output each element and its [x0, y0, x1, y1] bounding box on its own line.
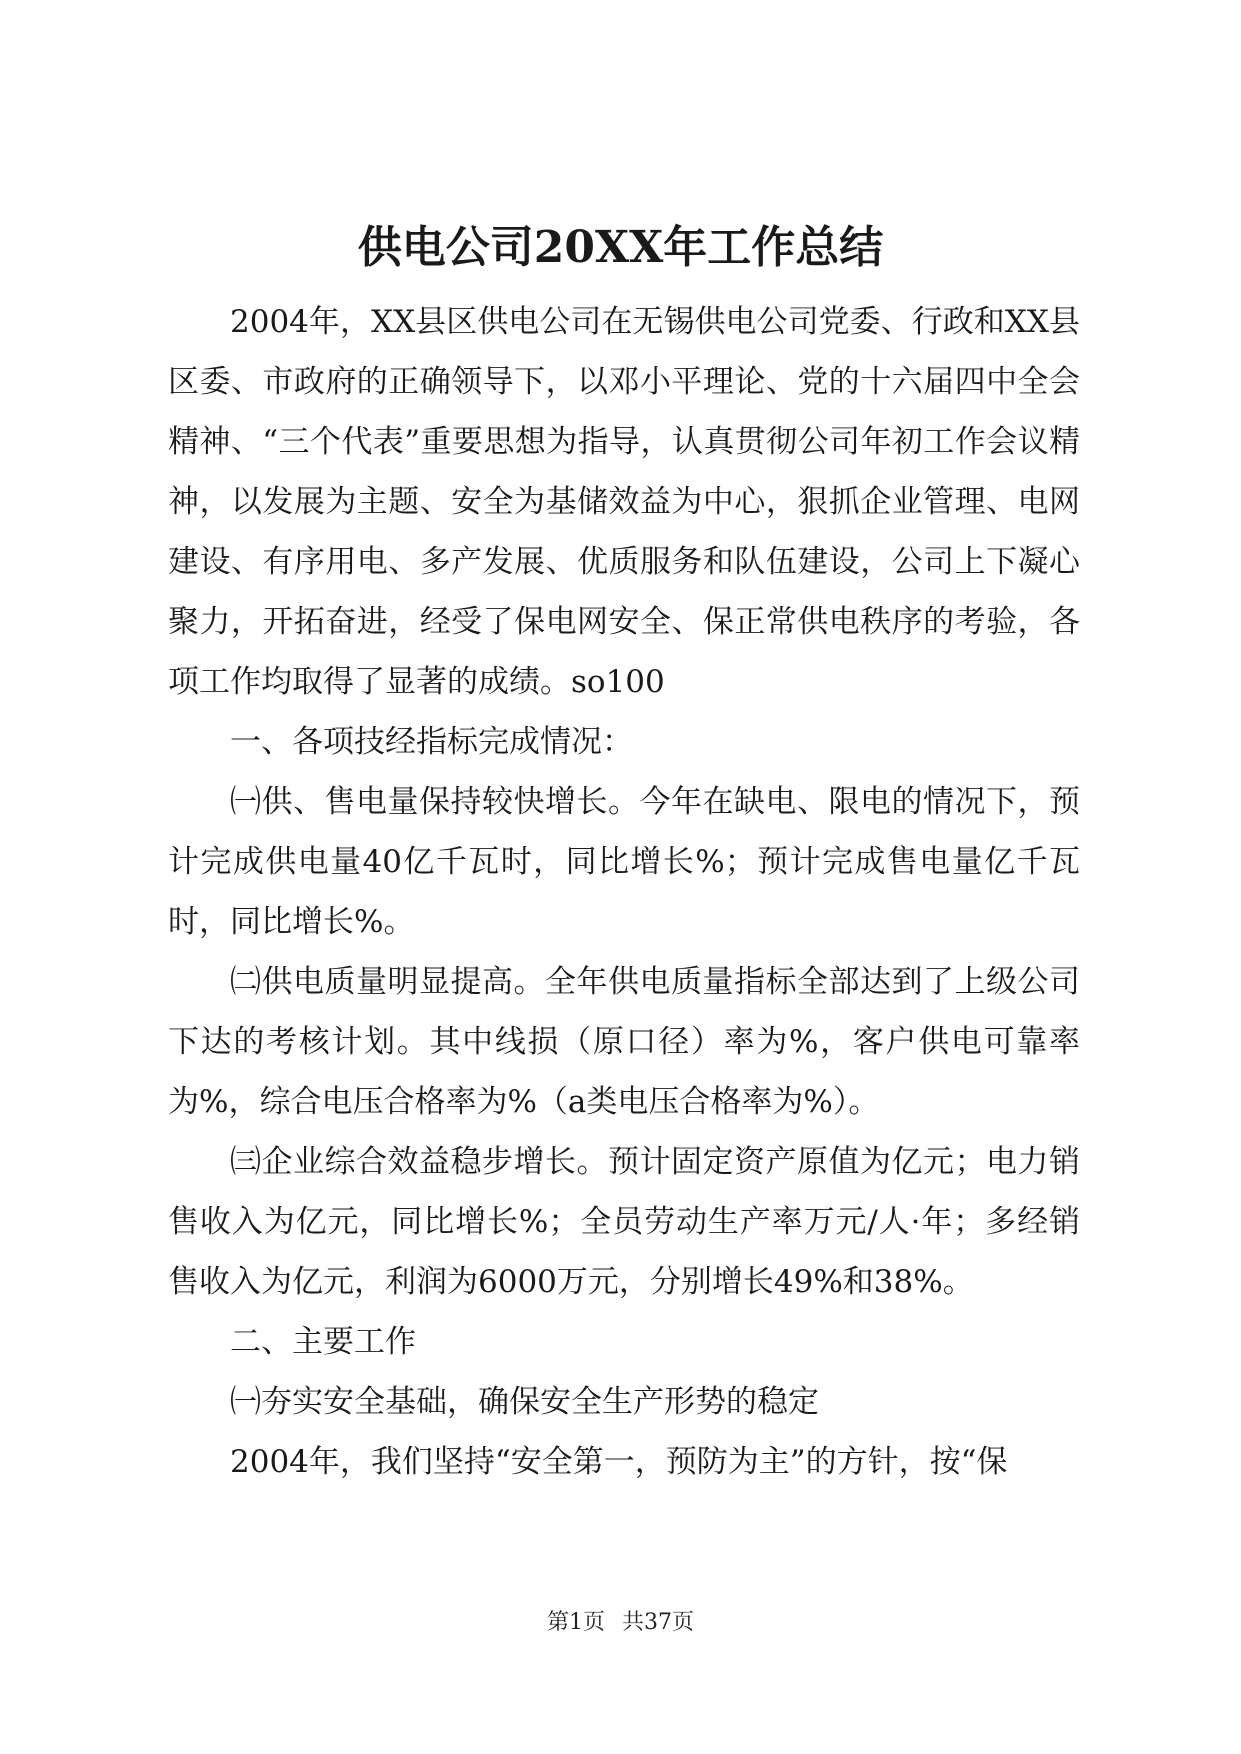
section-heading-main-work: 二、主要工作 [230, 1324, 416, 1360]
document-title: 供电公司20XX年工作总结 [357, 222, 884, 273]
subheading-safety: ㈠夯实安全基础，确保安全生产形势的稳定 [230, 1384, 819, 1420]
paragraph-supply-quality: ㈡供电质量明显提高。全年供电质量指标全部达到了上级公司下达的考核计划。其中线损（原口径）率为%，客户供电可靠率为%，综合电压合格率为%（a类电压合格率为%）。 [168, 964, 1080, 1120]
section-heading-indicators: 一、各项技经指标完成情况： [230, 724, 633, 760]
page-footer [0, 1608, 1241, 1638]
document-body [168, 292, 1080, 1492]
paragraph-safety: 2004年，我们坚持“安全第一，预防为主”的方针，按“保 [230, 1444, 1008, 1480]
page-total: 共37页 [622, 1610, 694, 1635]
page-number: 第1页 [547, 1610, 605, 1635]
paragraph-benefits: ㈢企业综合效益稳步增长。预计固定资产原值为亿元；电力销售收入为亿元，同比增长%；全员劳动生产率万元/人·年；多经销售收入为亿元，利润为6000万元，分别增长49%和38%。 [168, 1144, 1080, 1300]
paragraph-sales-growth: ㈠供、售电量保持较快增长。今年在缺电、限电的情况下，预计完成供电量40亿千瓦时，同比增长%；预计完成售电量亿千瓦时，同比增长%。 [168, 784, 1080, 940]
paragraph-intro: 2004年，XX县区供电公司在无锡供电公司党委、行政和XX县区委、市政府的正确领导下，以邓小平理论、党的十六届四中全会精神、“三个代表”重要思想为指导，认真贯彻公司年初工作会议精神，以发展为主题、安全为基储效益为中心，狠抓企业管理、电网建设、有序用电、多产发展、优质服务和队伍建设，公司上下凝心聚力，开拓奋进，经受了保电网安全、保正常供电秩序的考验，各项工作均取得了显著的成绩。so100 [168, 304, 1080, 700]
